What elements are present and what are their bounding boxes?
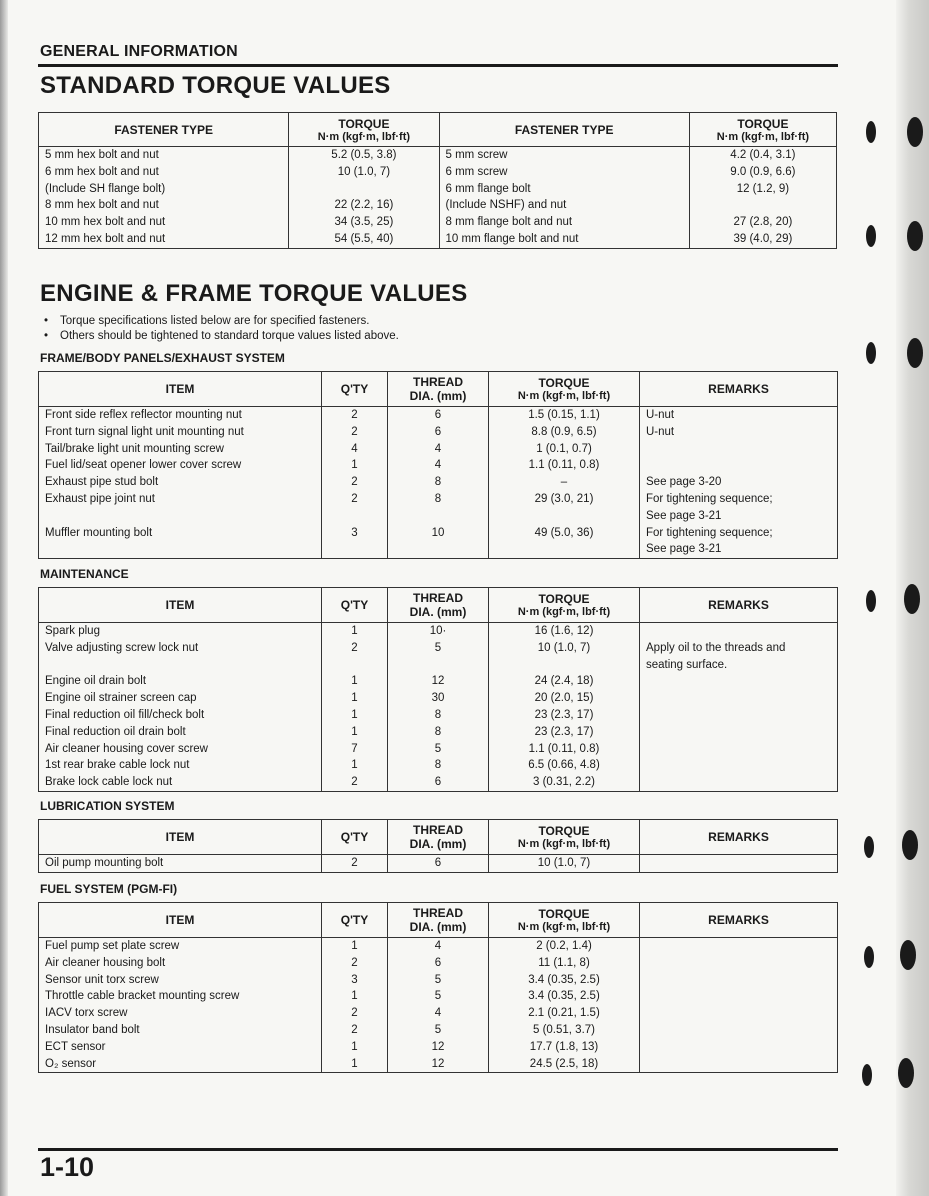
col-item: ITEM: [39, 588, 322, 623]
col-thread-sub: DIA. (mm): [409, 605, 467, 619]
item-cell: Final reduction oil drain bolt: [39, 724, 322, 741]
section-header: GENERAL INFORMATION: [40, 43, 238, 60]
torque-cell: 3.4 (0.35, 2.5): [489, 972, 640, 989]
qty-cell: 1: [322, 690, 388, 707]
torque-cell: 5 (0.51, 3.7): [489, 1022, 640, 1039]
remarks-cell: [640, 1039, 838, 1056]
col-torque: [489, 588, 640, 623]
col-torque-left: TORQUE N·m (kgf·m, lbf·ft): [289, 113, 439, 147]
item-cell: Exhaust pipe stud bolt: [39, 474, 322, 491]
qty-cell: 2: [322, 1005, 388, 1022]
col-torque-sub: N·m (kgf·m, lbf·ft): [517, 838, 611, 850]
torque-cell: 20 (2.0, 15): [489, 690, 640, 707]
thread-cell: 5: [388, 988, 489, 1005]
torque-cell: 10 (1.0, 7): [489, 640, 640, 674]
table-row: [39, 441, 838, 458]
col-thread-label: THREAD: [413, 375, 463, 389]
standard-row: [39, 197, 837, 214]
fastener-type-cell: 6 mm screw: [439, 164, 689, 181]
torque-cell: 24 (2.4, 18): [489, 673, 640, 690]
torque-cell: 39 (4.0, 29): [689, 231, 836, 248]
table-row: [39, 690, 838, 707]
maintenance-section-title: MAINTENANCE: [40, 567, 129, 581]
fastener-type-cell: 6 mm hex bolt and nut: [39, 164, 289, 181]
note-bullet: • Torque specifications listed below are for specified fasteners.: [44, 314, 399, 329]
torque-cell: –: [489, 474, 640, 491]
col-thread: [388, 903, 489, 938]
torque-cell: 29 (3.0, 21): [489, 491, 640, 525]
fastener-type-cell: (Include NSHF) and nut: [439, 197, 689, 214]
table-row: [39, 724, 838, 741]
torque-cell: 49 (5.0, 36): [489, 525, 640, 559]
remarks-cell: [640, 525, 838, 559]
item-cell: O₂ sensor: [39, 1056, 322, 1073]
table-row: [39, 1005, 838, 1022]
remarks-cell: [640, 491, 838, 525]
qty-cell: 2: [322, 474, 388, 491]
item-cell: Engine oil strainer screen cap: [39, 690, 322, 707]
header-rule: [38, 64, 838, 67]
torque-cell: 9.0 (0.9, 6.6): [689, 164, 836, 181]
col-torque-right: TORQUE N·m (kgf·m, lbf·ft): [689, 113, 836, 147]
table-row: [39, 424, 838, 441]
thread-cell: 4: [388, 457, 489, 474]
qty-cell: 2: [322, 491, 388, 525]
index-tab-mark: [907, 338, 923, 368]
torque-cell: 1.5 (0.15, 1.1): [489, 407, 640, 424]
fastener-type-cell: 10 mm hex bolt and nut: [39, 214, 289, 231]
table-header-row: [39, 372, 838, 407]
col-item: ITEM: [39, 820, 322, 855]
table-row: [39, 972, 838, 989]
thread-cell: 30: [388, 690, 489, 707]
torque-cell: 23 (2.3, 17): [489, 724, 640, 741]
torque-cell: 34 (3.5, 25): [289, 214, 439, 231]
qty-cell: 2: [322, 640, 388, 674]
col-torque-sub: N·m (kgf·m, lbf·ft): [517, 606, 611, 618]
col-item: ITEM: [39, 372, 322, 407]
item-cell: Front turn signal light unit mounting nut: [39, 424, 322, 441]
table-row: [39, 955, 838, 972]
remarks-line: See page 3-21: [646, 543, 722, 556]
torque-cell: [289, 181, 439, 198]
item-cell: ECT sensor: [39, 1039, 322, 1056]
col-torque: [489, 903, 640, 938]
thread-cell: 8: [388, 474, 489, 491]
fuel-torque-table: [38, 902, 838, 1073]
col-remarks: REMARKS: [640, 820, 838, 855]
qty-cell: 2: [322, 955, 388, 972]
index-tab-mark: [864, 946, 874, 968]
table-row: [39, 774, 838, 791]
qty-cell: 2: [322, 855, 388, 873]
thread-cell: 12: [388, 673, 489, 690]
table-row: [39, 457, 838, 474]
thread-cell: 12: [388, 1056, 489, 1073]
table-row: [39, 474, 838, 491]
standard-torque-table: [38, 112, 837, 249]
table-row: [39, 491, 838, 525]
item-cell: Muffler mounting bolt: [39, 525, 322, 559]
page-number: 1-10: [40, 1152, 95, 1182]
index-tab-mark: [864, 836, 874, 858]
col-torque-sub: N·m (kgf·m, lbf·ft): [517, 390, 611, 402]
torque-cell: 5.2 (0.5, 3.8): [289, 147, 439, 164]
remarks-line: seating surface.: [646, 658, 728, 671]
index-tab-mark: [902, 830, 918, 860]
item-cell: Valve adjusting screw lock nut: [39, 640, 322, 674]
qty-cell: 1: [322, 724, 388, 741]
remarks-cell: [640, 474, 838, 491]
col-torque-sub: N·m (kgf·m, lbf·ft): [517, 921, 611, 933]
table-row: [39, 855, 838, 873]
thread-cell: 5: [388, 640, 489, 674]
remarks-line: See page 3-20: [646, 476, 722, 489]
thread-cell: 8: [388, 757, 489, 774]
col-remarks: REMARKS: [640, 903, 838, 938]
table-row: [39, 525, 838, 559]
thread-cell: 6: [388, 424, 489, 441]
col-qty: Q'TY: [322, 372, 388, 407]
col-thread-label: THREAD: [413, 906, 463, 920]
col-torque-label: TORQUE: [538, 592, 590, 606]
index-tab-mark: [898, 1058, 914, 1088]
table-row: [39, 1039, 838, 1056]
torque-cell: 4.2 (0.4, 3.1): [689, 147, 836, 164]
item-cell: Sensor unit torx screw: [39, 972, 322, 989]
thread-cell: 4: [388, 441, 489, 458]
table-row: [39, 640, 838, 674]
torque-cell: 10 (1.0, 7): [489, 855, 640, 873]
qty-cell: 2: [322, 774, 388, 791]
qty-cell: 7: [322, 741, 388, 758]
fastener-type-cell: (Include SH flange bolt): [39, 181, 289, 198]
remarks-cell: [640, 757, 838, 774]
torque-cell: 11 (1.1, 8): [489, 955, 640, 972]
index-tab-mark: [866, 121, 876, 143]
item-cell: Fuel lid/seat opener lower cover screw: [39, 457, 322, 474]
qty-cell: 1: [322, 988, 388, 1005]
qty-cell: 3: [322, 525, 388, 559]
remarks-cell: [640, 457, 838, 474]
lubrication-torque-table: [38, 819, 838, 873]
torque-cell: 3.4 (0.35, 2.5): [489, 988, 640, 1005]
col-fastener-type-left: FASTENER TYPE: [39, 113, 289, 147]
thread-cell: 6: [388, 774, 489, 791]
frame-torque-table: [38, 371, 838, 559]
qty-cell: 1: [322, 1039, 388, 1056]
col-thread-sub: DIA. (mm): [409, 837, 467, 851]
remarks-line: U-nut: [646, 425, 675, 438]
fuel-section-title: FUEL SYSTEM (PGM-FI): [40, 882, 178, 896]
col-qty: Q'TY: [322, 588, 388, 623]
torque-cell: [689, 197, 836, 214]
qty-cell: 3: [322, 972, 388, 989]
standard-row: [39, 147, 837, 164]
col-thread-label: THREAD: [413, 591, 463, 605]
fastener-type-cell: 6 mm flange bolt: [439, 181, 689, 198]
item-cell: Engine oil drain bolt: [39, 673, 322, 690]
standard-row: [39, 164, 837, 181]
maintenance-torque-table: [38, 587, 838, 792]
remarks-line: See page 3-21: [646, 509, 722, 522]
remarks-line: For tightening sequence;: [646, 492, 773, 505]
engine-frame-title: ENGINE & FRAME TORQUE VALUES: [40, 280, 468, 307]
item-cell: Insulator band bolt: [39, 1022, 322, 1039]
index-tab-mark: [866, 342, 876, 364]
thread-cell: 8: [388, 491, 489, 525]
standard-row: [39, 181, 837, 198]
col-remarks: REMARKS: [640, 372, 838, 407]
qty-cell: 2: [322, 1022, 388, 1039]
thread-cell: 10: [388, 525, 489, 559]
torque-cell: 2.1 (0.21, 1.5): [489, 1005, 640, 1022]
standard-row: [39, 231, 837, 248]
standard-row: [39, 214, 837, 231]
table-header-row: [39, 588, 838, 623]
fastener-type-cell: 8 mm flange bolt and nut: [439, 214, 689, 231]
remarks-cell: [640, 1005, 838, 1022]
torque-cell: 10 (1.0, 7): [289, 164, 439, 181]
torque-cell: 16 (1.6, 12): [489, 623, 640, 640]
table-row: [39, 741, 838, 758]
thread-cell: 6: [388, 855, 489, 873]
thread-cell: 8: [388, 707, 489, 724]
torque-cell: 27 (2.8, 20): [689, 214, 836, 231]
thread-cell: 5: [388, 972, 489, 989]
fastener-type-cell: 10 mm flange bolt and nut: [439, 231, 689, 248]
qty-cell: 4: [322, 441, 388, 458]
qty-cell: 1: [322, 707, 388, 724]
index-tab-mark: [900, 940, 916, 970]
torque-cell: 23 (2.3, 17): [489, 707, 640, 724]
torque-cell: 3 (0.31, 2.2): [489, 774, 640, 791]
fastener-type-cell: 12 mm hex bolt and nut: [39, 231, 289, 248]
fastener-type-cell: 5 mm hex bolt and nut: [39, 147, 289, 164]
qty-cell: 1: [322, 673, 388, 690]
col-thread: [388, 372, 489, 407]
item-cell: Air cleaner housing bolt: [39, 955, 322, 972]
torque-cell: 1.1 (0.11, 0.8): [489, 741, 640, 758]
table-row: [39, 938, 838, 955]
remarks-cell: [640, 855, 838, 873]
remarks-cell: [640, 407, 838, 424]
table-header-row: [39, 903, 838, 938]
thread-cell: 12: [388, 1039, 489, 1056]
qty-cell: 1: [322, 457, 388, 474]
table-row: [39, 673, 838, 690]
table-row: [39, 707, 838, 724]
standard-torque-title: STANDARD TORQUE VALUES: [40, 72, 391, 99]
qty-cell: 2: [322, 407, 388, 424]
remarks-cell: [640, 988, 838, 1005]
col-item: ITEM: [39, 903, 322, 938]
thread-cell: 5: [388, 741, 489, 758]
item-cell: 1st rear brake cable lock nut: [39, 757, 322, 774]
torque-cell: 12 (1.2, 9): [689, 181, 836, 198]
index-tab-mark: [907, 221, 923, 251]
col-thread: [388, 588, 489, 623]
torque-cell: 22 (2.2, 16): [289, 197, 439, 214]
table-row: [39, 407, 838, 424]
remarks-cell: [640, 724, 838, 741]
item-cell: Exhaust pipe joint nut: [39, 491, 322, 525]
remarks-cell: [640, 690, 838, 707]
remarks-cell: [640, 955, 838, 972]
remarks-cell: [640, 673, 838, 690]
item-cell: Fuel pump set plate screw: [39, 938, 322, 955]
remarks-cell: [640, 972, 838, 989]
qty-cell: 1: [322, 938, 388, 955]
remarks-cell: [640, 441, 838, 458]
index-tab-mark: [862, 1064, 872, 1086]
item-cell: Throttle cable bracket mounting screw: [39, 988, 322, 1005]
frame-section-title: FRAME/BODY PANELS/EXHAUST SYSTEM: [40, 351, 285, 365]
item-cell: IACV torx screw: [39, 1005, 322, 1022]
qty-cell: 1: [322, 757, 388, 774]
remarks-line: U-nut: [646, 409, 675, 421]
torque-cell: 8.8 (0.9, 6.5): [489, 424, 640, 441]
remarks-line: Apply oil to the threads and: [646, 641, 786, 654]
lubrication-section-title: LUBRICATION SYSTEM: [40, 799, 175, 813]
thread-cell: 6: [388, 407, 489, 424]
table-header-row: [39, 820, 838, 855]
col-thread-sub: DIA. (mm): [409, 920, 467, 934]
remarks-cell: [640, 424, 838, 441]
qty-cell: 1: [322, 1056, 388, 1073]
table-row: [39, 1022, 838, 1039]
remarks-cell: [640, 774, 838, 791]
col-qty: Q'TY: [322, 903, 388, 938]
index-tab-mark: [907, 117, 923, 147]
thread-cell: 10·: [388, 623, 489, 640]
fastener-type-cell: 8 mm hex bolt and nut: [39, 197, 289, 214]
table-row: [39, 757, 838, 774]
item-cell: Oil pump mounting bolt: [39, 855, 322, 873]
item-cell: Spark plug: [39, 623, 322, 640]
index-tab-mark: [866, 590, 876, 612]
col-qty: Q'TY: [322, 820, 388, 855]
col-thread: [388, 820, 489, 855]
torque-cell: 1.1 (0.11, 0.8): [489, 457, 640, 474]
remarks-line: For tightening sequence;: [646, 526, 773, 539]
remarks-cell: [640, 640, 838, 674]
torque-cell: 2 (0.2, 1.4): [489, 938, 640, 955]
torque-cell: 6.5 (0.66, 4.8): [489, 757, 640, 774]
remarks-cell: [640, 623, 838, 640]
torque-cell: 24.5 (2.5, 18): [489, 1056, 640, 1073]
thread-cell: 8: [388, 724, 489, 741]
index-tab-mark: [866, 225, 876, 247]
table-row: [39, 1056, 838, 1073]
note-bullet: • Others should be tightened to standard torque values listed above.: [44, 329, 399, 344]
col-fastener-type-right: FASTENER TYPE: [439, 113, 689, 147]
engine-notes: [44, 314, 399, 344]
item-cell: Front side reflex reflector mounting nut: [39, 407, 322, 424]
remarks-cell: [640, 707, 838, 724]
item-cell: Tail/brake light unit mounting screw: [39, 441, 322, 458]
remarks-cell: [640, 1022, 838, 1039]
fastener-type-cell: 5 mm screw: [439, 147, 689, 164]
item-cell: Air cleaner housing cover screw: [39, 741, 322, 758]
torque-cell: 54 (5.5, 40): [289, 231, 439, 248]
col-thread-label: THREAD: [413, 823, 463, 837]
item-cell: Final reduction oil fill/check bolt: [39, 707, 322, 724]
col-remarks: REMARKS: [640, 588, 838, 623]
remarks-cell: [640, 938, 838, 955]
standard-torque-body: [39, 147, 837, 249]
qty-cell: 1: [322, 623, 388, 640]
col-torque: [489, 372, 640, 407]
thread-cell: 5: [388, 1022, 489, 1039]
index-tab-mark: [904, 584, 920, 614]
page-left-edge: [0, 0, 8, 1196]
footer-rule: [38, 1148, 838, 1151]
remarks-cell: [640, 741, 838, 758]
col-torque-label: TORQUE: [538, 376, 590, 390]
thread-cell: 6: [388, 955, 489, 972]
thread-cell: 4: [388, 1005, 489, 1022]
col-torque-label: TORQUE: [538, 824, 590, 838]
col-torque: [489, 820, 640, 855]
col-torque-label: TORQUE: [538, 907, 590, 921]
remarks-cell: [640, 1056, 838, 1073]
table-row: [39, 988, 838, 1005]
torque-cell: 1 (0.1, 0.7): [489, 441, 640, 458]
torque-cell: 17.7 (1.8, 13): [489, 1039, 640, 1056]
table-row: [39, 623, 838, 640]
item-cell: Brake lock cable lock nut: [39, 774, 322, 791]
qty-cell: 2: [322, 424, 388, 441]
col-thread-sub: DIA. (mm): [409, 389, 467, 403]
thread-cell: 4: [388, 938, 489, 955]
